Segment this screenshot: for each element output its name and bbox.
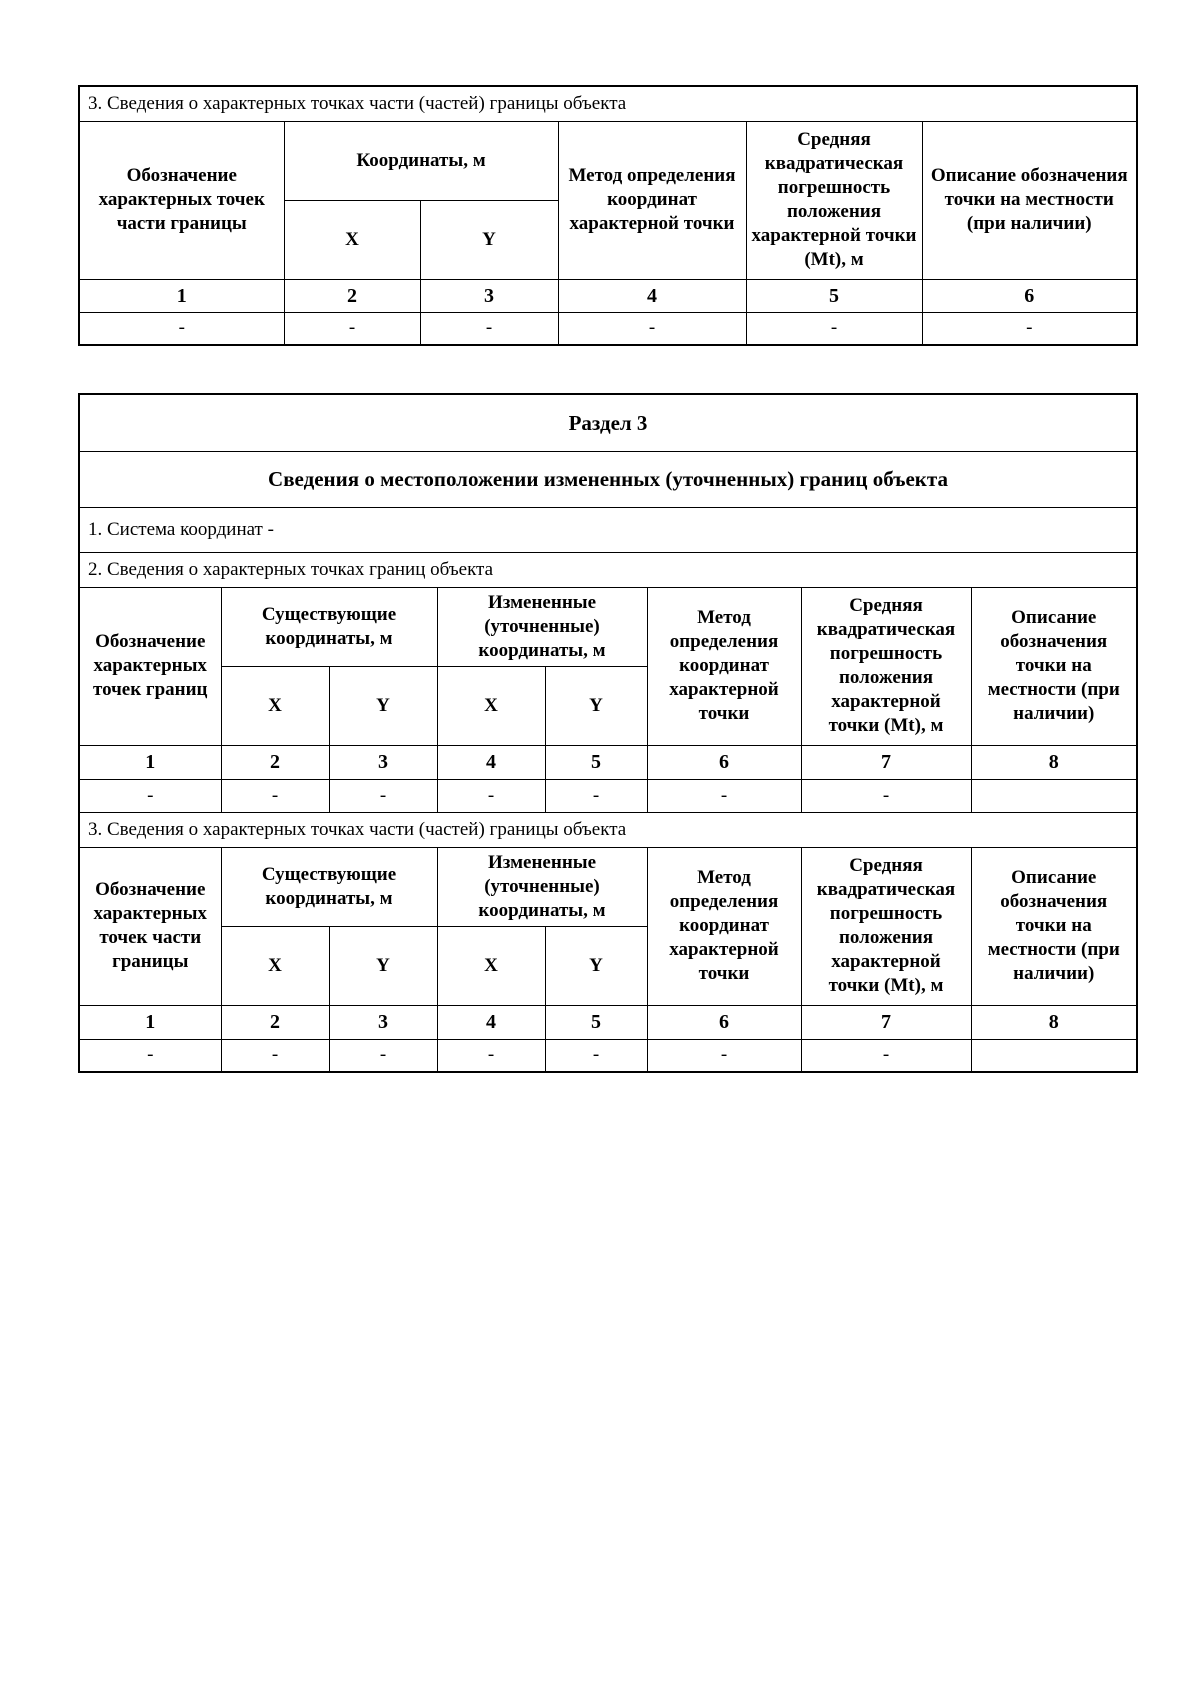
- section-subtitle: Сведения о местоположении измененных (уточненных) границ объекта: [79, 451, 1137, 507]
- header-description: Описание обозначения точки на местности (при наличии): [922, 121, 1137, 279]
- header-error: Средняя квадратическая погрешность положения характерной точки (Mt), м: [801, 587, 971, 745]
- column-number: 7: [801, 1005, 971, 1039]
- table-cell: -: [284, 312, 420, 345]
- column-number: 4: [437, 1005, 545, 1039]
- header-error: Средняя квадратическая погрешность положения характерной точки (Mt), м: [746, 121, 922, 279]
- section-title: Раздел 3: [79, 394, 1137, 451]
- column-number: 3: [420, 279, 558, 312]
- header-existing-coords: Существующие координаты, м: [221, 587, 437, 666]
- column-number: 1: [79, 279, 284, 312]
- column-number: 8: [971, 1005, 1137, 1039]
- column-number: 7: [801, 745, 971, 779]
- column-number: 6: [647, 1005, 801, 1039]
- header-designation: Обозначение характерных точек части границы: [79, 121, 284, 279]
- column-number: 1: [79, 1005, 221, 1039]
- column-number: 2: [221, 1005, 329, 1039]
- column-number: 3: [329, 1005, 437, 1039]
- header-error: Средняя квадратическая погрешность положения характерной точки (Mt), м: [801, 847, 971, 1005]
- column-number: 1: [79, 745, 221, 779]
- header-designation: Обозначение характерных точек части границы: [79, 847, 221, 1005]
- header-method: Метод определения координат характерной точки: [647, 847, 801, 1005]
- header-x: X: [437, 926, 545, 1005]
- table-cell: -: [329, 1039, 437, 1072]
- coordinate-system: 1. Система координат -: [79, 507, 1137, 552]
- header-y: Y: [329, 926, 437, 1005]
- header-x: X: [221, 666, 329, 745]
- table-caption: 3. Сведения о характерных точках части (частей) границы объекта: [79, 86, 1137, 121]
- table-cell: -: [79, 779, 221, 812]
- table-cell: -: [79, 312, 284, 345]
- header-x: X: [437, 666, 545, 745]
- table-cell: -: [647, 1039, 801, 1072]
- header-existing-coords: Существующие координаты, м: [221, 847, 437, 926]
- table-cell: -: [437, 1039, 545, 1072]
- header-description: Описание обозначения точки на местности (при наличии): [971, 587, 1137, 745]
- header-y: Y: [420, 200, 558, 279]
- table-cell: -: [746, 312, 922, 345]
- column-number: 8: [971, 745, 1137, 779]
- header-method: Метод определения координат характерной точки: [647, 587, 801, 745]
- header-x: X: [284, 200, 420, 279]
- header-description: Описание обозначения точки на местности (при наличии): [971, 847, 1137, 1005]
- column-number: 5: [545, 745, 647, 779]
- column-number: 3: [329, 745, 437, 779]
- table-cell: -: [922, 312, 1137, 345]
- table-cell: -: [545, 1039, 647, 1072]
- header-y: Y: [545, 666, 647, 745]
- part3-caption: 3. Сведения о характерных точках части (частей) границы объекта: [79, 812, 1137, 847]
- table-cell: [971, 779, 1137, 812]
- header-y: Y: [545, 926, 647, 1005]
- table-cell: -: [420, 312, 558, 345]
- table-cell: -: [801, 1039, 971, 1072]
- table-cell: -: [437, 779, 545, 812]
- header-x: X: [221, 926, 329, 1005]
- table-cell: -: [558, 312, 746, 345]
- table-cell: -: [545, 779, 647, 812]
- header-designation: Обозначение характерных точек границ: [79, 587, 221, 745]
- table-cell: -: [221, 779, 329, 812]
- column-number: 2: [221, 745, 329, 779]
- table-cell: -: [329, 779, 437, 812]
- table-cell: -: [221, 1039, 329, 1072]
- column-number: 5: [545, 1005, 647, 1039]
- header-coords: Координаты, м: [284, 121, 558, 200]
- column-number: 2: [284, 279, 420, 312]
- column-number: 6: [647, 745, 801, 779]
- column-number: 6: [922, 279, 1137, 312]
- table-cell: -: [79, 1039, 221, 1072]
- column-number: 5: [746, 279, 922, 312]
- column-number: 4: [558, 279, 746, 312]
- column-number: 4: [437, 745, 545, 779]
- header-changed-coords: Измененные (уточненные) координаты, м: [437, 587, 647, 666]
- section3-table: [78, 393, 1138, 1073]
- header-method: Метод определения координат характерной точки: [558, 121, 746, 279]
- table-cell: [971, 1039, 1137, 1072]
- table-cell: -: [801, 779, 971, 812]
- part2-caption: 2. Сведения о характерных точках границ объекта: [79, 552, 1137, 587]
- header-changed-coords: Измененные (уточненные) координаты, м: [437, 847, 647, 926]
- table-cell: -: [647, 779, 801, 812]
- part3-points-table-top: [78, 85, 1138, 346]
- header-y: Y: [329, 666, 437, 745]
